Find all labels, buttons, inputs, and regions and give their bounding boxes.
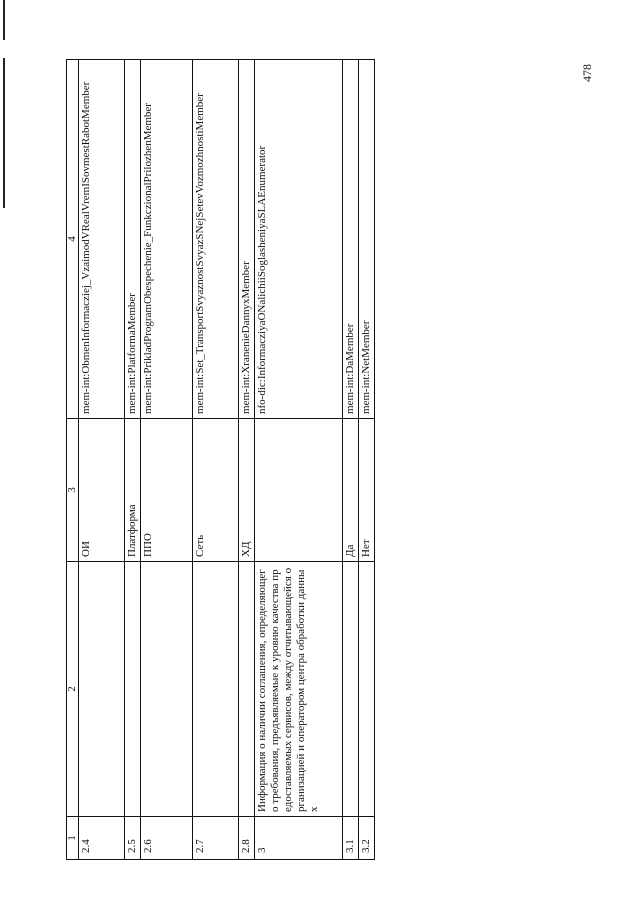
row-description [193,562,239,817]
header-cell-1: 1 [67,817,79,860]
row-value: ХД [239,419,255,562]
row-value: Платформа [125,419,141,562]
header-cell-4: 4 [67,60,79,419]
row-description: Информация о наличии соглашения, определяющего требования, предъявляемые к уровню качества предоставляемых сервисов, между отчитывающейся организацией и оператором центра обработки данных [255,562,343,817]
table-row [255,60,343,860]
row-code: mem-int:Set_TransportSvyaznostSvyazSNejSetevVozmozhnostiMember [193,60,239,419]
row-number: 2.8 [239,817,255,860]
row-number: 2.5 [125,817,141,860]
table-row [125,60,141,860]
table-row [79,60,125,860]
row-value: Сеть [193,419,239,562]
row-code: mem-int:ObmenInformacziej_VzaimodVRealVremISovmestRabotMember [79,60,125,419]
row-number: 3.2 [359,817,375,860]
row-value: Да [343,419,359,562]
row-description [359,562,375,817]
margin-line-bottom [3,58,5,208]
row-number: 3 [255,817,343,860]
table-header-row [67,60,79,860]
row-code: mem-int:XranenieDannyxMember [239,60,255,419]
header-cell-3: 3 [67,419,79,562]
row-description [343,562,359,817]
row-code: mem-int:NetMember [359,60,375,419]
table-row [343,60,359,860]
row-code: nfo-dic:InformacziyaONalichiiSoglasheniyaSLAEnumerator [255,60,343,419]
row-number: 3.1 [343,817,359,860]
margin-line-top [3,0,5,40]
row-value: Нет [359,419,375,562]
row-code: mem-int:DaMember [343,60,359,419]
page-number: 478 [579,64,594,82]
table-row [141,60,193,860]
row-description [239,562,255,817]
row-description [141,562,193,817]
row-description [125,562,141,817]
rotated-page-content [66,60,374,860]
row-number: 2.7 [193,817,239,860]
table-row [359,60,375,860]
row-value: ОИ [79,419,125,562]
row-value: ППО [141,419,193,562]
table-row [193,60,239,860]
classification-table [66,59,375,860]
row-number: 2.6 [141,817,193,860]
header-cell-2: 2 [67,562,79,817]
row-description [79,562,125,817]
row-code: mem-int:PlatformaMember [125,60,141,419]
row-code: mem-int:PrikladProgramObespechenie_FunkczionalPrilozhenMember [141,60,193,419]
row-value [255,419,343,562]
row-number: 2.4 [79,817,125,860]
table-row [239,60,255,860]
